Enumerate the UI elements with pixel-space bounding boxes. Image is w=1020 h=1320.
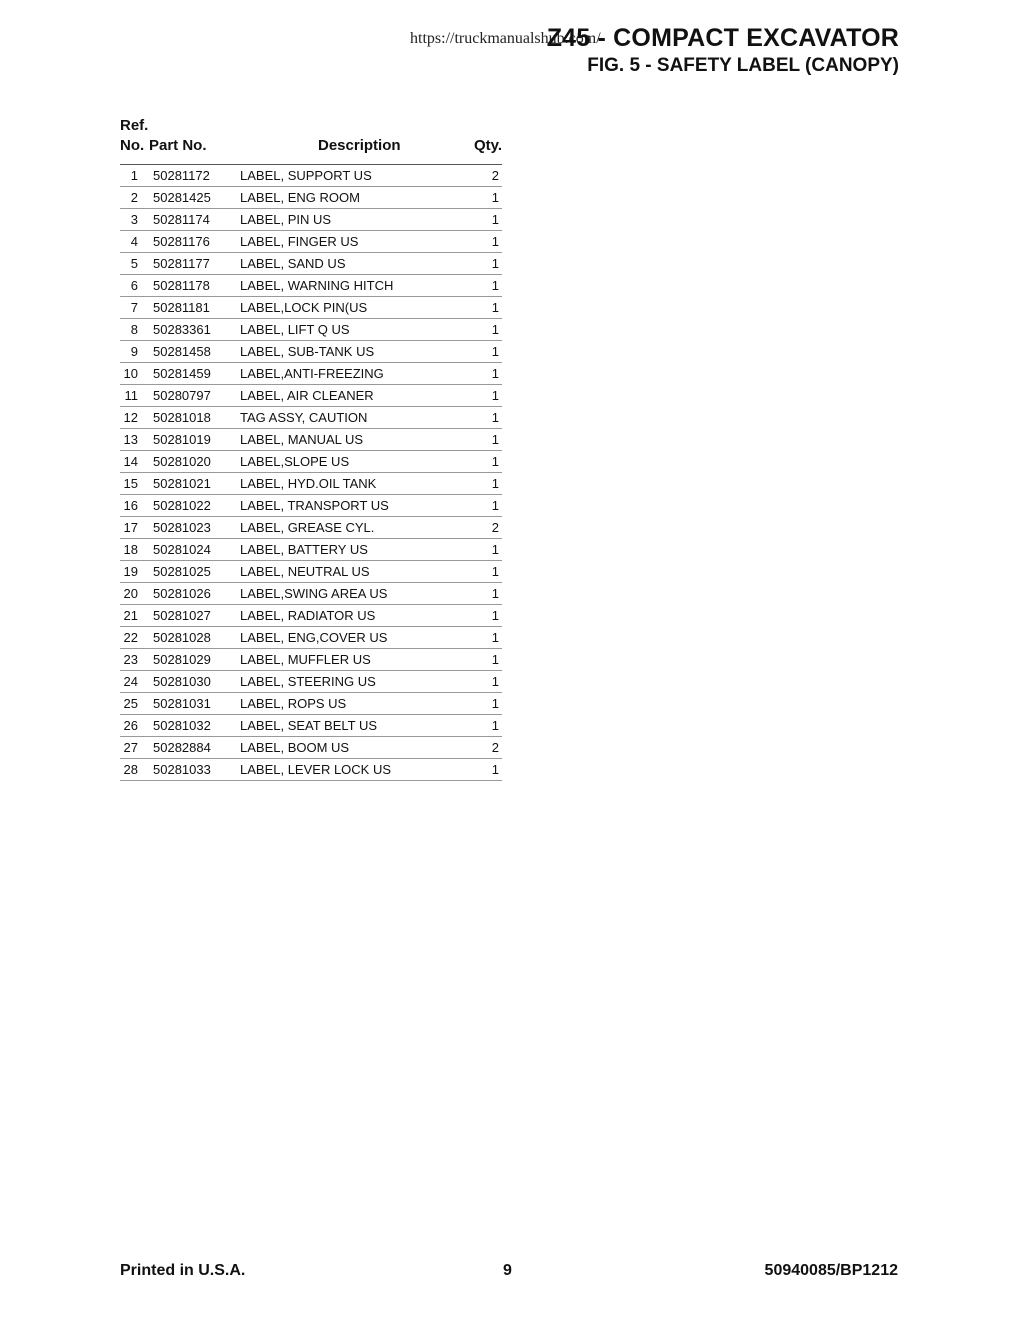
table-row — [120, 605, 502, 627]
table-row — [120, 275, 502, 297]
footer-printed: Printed in U.S.A. — [120, 1262, 246, 1279]
qty-cell: 1 — [491, 388, 499, 403]
part-number-cell: 50281174 — [153, 212, 210, 227]
qty-cell: 2 — [491, 740, 499, 755]
qty-cell: 1 — [491, 718, 499, 733]
description-cell: LABEL, ENG,COVER US — [240, 630, 388, 645]
header-ref-top: Ref. — [120, 117, 149, 134]
description-cell: LABEL, HYD.OIL TANK — [240, 476, 377, 491]
description-cell: LABEL, FINGER US — [240, 234, 359, 249]
part-number-cell: 50281178 — [153, 278, 210, 293]
table-row — [120, 473, 502, 495]
part-number-cell: 50281033 — [153, 762, 211, 777]
part-number-cell: 50281019 — [153, 432, 211, 447]
ref-cell: 10 — [123, 366, 138, 381]
description-cell: LABEL, RADIATOR US — [240, 608, 376, 623]
ref-cell: 17 — [123, 520, 138, 535]
header-qty: Qty. — [473, 137, 502, 154]
description-cell: LABEL, NEUTRAL US — [240, 564, 370, 579]
part-number-cell: 50282884 — [153, 740, 211, 755]
description-cell: LABEL, SUB-TANK US — [240, 344, 375, 359]
part-number-cell: 50281023 — [153, 520, 211, 535]
qty-cell: 1 — [491, 432, 499, 447]
table-row — [120, 253, 502, 275]
ref-cell: 9 — [130, 344, 138, 359]
qty-cell: 1 — [491, 762, 499, 777]
qty-cell: 1 — [491, 410, 499, 425]
description-cell: LABEL, BATTERY US — [240, 542, 368, 557]
part-number-cell: 50281022 — [153, 498, 211, 513]
description-cell: LABEL,LOCK PIN(US — [240, 300, 368, 315]
description-cell: LABEL, MUFFLER US — [240, 652, 371, 667]
qty-cell: 1 — [491, 322, 499, 337]
ref-cell: 6 — [130, 278, 138, 293]
part-number-cell: 50281176 — [153, 234, 210, 249]
part-number-cell: 50281025 — [153, 564, 211, 579]
part-number-cell: 50283361 — [153, 322, 211, 337]
part-number-cell: 50281425 — [153, 190, 211, 205]
qty-cell: 1 — [491, 190, 499, 205]
qty-cell: 1 — [491, 344, 499, 359]
watermark-url: https://truckmanualshub.com/ — [410, 30, 601, 47]
part-number-cell: 50281031 — [153, 696, 211, 711]
qty-cell: 1 — [491, 476, 499, 491]
part-number-cell: 50281029 — [153, 652, 211, 667]
ref-cell: 5 — [130, 256, 138, 271]
table-row — [120, 583, 502, 605]
ref-cell: 24 — [123, 674, 138, 689]
description-cell: LABEL, MANUAL US — [240, 432, 364, 447]
part-number-cell: 50281459 — [153, 366, 211, 381]
ref-cell: 14 — [123, 454, 138, 469]
part-number-cell: 50280797 — [153, 388, 211, 403]
ref-cell: 26 — [123, 718, 138, 733]
part-number-cell: 50281030 — [153, 674, 211, 689]
ref-cell: 23 — [123, 652, 138, 667]
table-row — [120, 671, 502, 693]
table-row — [120, 165, 502, 187]
part-number-cell: 50281172 — [153, 168, 210, 183]
part-number-cell: 50281028 — [153, 630, 211, 645]
qty-cell: 1 — [491, 696, 499, 711]
ref-cell: 2 — [130, 190, 138, 205]
table-row — [120, 319, 502, 341]
ref-cell: 3 — [130, 212, 138, 227]
qty-cell: 1 — [491, 630, 499, 645]
table-row — [120, 649, 502, 671]
part-number-cell: 50281181 — [153, 300, 210, 315]
part-number-cell: 50281024 — [153, 542, 211, 557]
description-cell: LABEL,SWING AREA US — [240, 586, 388, 601]
qty-cell: 1 — [491, 608, 499, 623]
description-cell: LABEL, AIR CLEANER — [240, 388, 374, 403]
qty-cell: 1 — [491, 586, 499, 601]
ref-cell: 18 — [123, 542, 138, 557]
header-description: Description — [318, 137, 401, 154]
qty-cell: 1 — [491, 366, 499, 381]
table-row — [120, 539, 502, 561]
description-cell: LABEL, LIFT Q US — [240, 322, 350, 337]
page-number: 9 — [503, 1262, 512, 1279]
description-cell: LABEL, GREASE CYL. — [240, 520, 375, 535]
part-number-cell: 50281018 — [153, 410, 211, 425]
description-cell: LABEL,ANTI-FREEZING — [240, 366, 384, 381]
ref-cell: 20 — [123, 586, 138, 601]
qty-cell: 1 — [491, 674, 499, 689]
ref-cell: 27 — [123, 740, 138, 755]
table-row — [120, 187, 502, 209]
description-cell: LABEL, ENG ROOM — [240, 190, 360, 205]
qty-cell: 1 — [491, 278, 499, 293]
qty-cell: 1 — [491, 256, 499, 271]
part-number-cell: 50281177 — [153, 256, 210, 271]
qty-cell: 1 — [491, 652, 499, 667]
table-row — [120, 297, 502, 319]
ref-cell: 22 — [123, 630, 138, 645]
table-row — [120, 407, 502, 429]
ref-cell: 7 — [130, 300, 138, 315]
part-number-cell: 50281027 — [153, 608, 211, 623]
qty-cell: 2 — [491, 168, 499, 183]
table-row — [120, 363, 502, 385]
table-row — [120, 451, 502, 473]
part-number-cell: 50281020 — [153, 454, 211, 469]
part-number-cell: 50281026 — [153, 586, 211, 601]
table-body — [120, 165, 502, 781]
description-cell: LABEL, LEVER LOCK US — [240, 762, 392, 777]
ref-cell: 16 — [123, 498, 138, 513]
figure-caption: FIG. 5 - SAFETY LABEL (CANOPY) — [587, 55, 899, 76]
ref-cell: 4 — [130, 234, 138, 249]
parts-table — [120, 116, 502, 781]
table-row — [120, 495, 502, 517]
table-row — [120, 561, 502, 583]
ref-cell: 1 — [130, 168, 138, 183]
description-cell: LABEL, PIN US — [240, 212, 332, 227]
description-cell: LABEL, SEAT BELT US — [240, 718, 378, 733]
table-row — [120, 231, 502, 253]
description-cell: LABEL, WARNING HITCH — [240, 278, 394, 293]
part-number-cell: 50281458 — [153, 344, 211, 359]
description-cell: LABEL, SUPPORT US — [240, 168, 372, 183]
ref-cell: 19 — [123, 564, 138, 579]
part-number-cell: 50281032 — [153, 718, 211, 733]
qty-cell: 1 — [491, 454, 499, 469]
ref-cell: 21 — [123, 608, 138, 623]
table-row — [120, 627, 502, 649]
qty-cell: 1 — [491, 234, 499, 249]
document-number: 50940085/BP1212 — [764, 1262, 898, 1279]
table-row — [120, 429, 502, 451]
table-header — [120, 116, 502, 165]
description-cell: LABEL,SLOPE US — [240, 454, 350, 469]
ref-cell: 25 — [123, 696, 138, 711]
part-number-cell: 50281021 — [153, 476, 211, 491]
table-row — [120, 693, 502, 715]
ref-cell: 12 — [123, 410, 138, 425]
page-title: Z45 - COMPACT EXCAVATOR — [546, 24, 899, 52]
ref-cell: 8 — [130, 322, 138, 337]
table-row — [120, 759, 502, 781]
table-row — [120, 715, 502, 737]
header-ref-bottom: No. — [120, 137, 145, 154]
qty-cell: 2 — [491, 520, 499, 535]
qty-cell: 1 — [491, 300, 499, 315]
ref-cell: 15 — [123, 476, 138, 491]
qty-cell: 1 — [491, 542, 499, 557]
description-cell: LABEL, TRANSPORT US — [240, 498, 389, 513]
description-cell: LABEL, ROPS US — [240, 696, 347, 711]
table-row — [120, 341, 502, 363]
header-part-no: Part No. — [149, 137, 207, 154]
description-cell: LABEL, SAND US — [240, 256, 346, 271]
table-row — [120, 517, 502, 539]
ref-cell: 28 — [123, 762, 138, 777]
qty-cell: 1 — [491, 564, 499, 579]
ref-cell: 11 — [124, 388, 138, 403]
description-cell: LABEL, BOOM US — [240, 740, 350, 755]
description-cell: LABEL, STEERING US — [240, 674, 376, 689]
description-cell: TAG ASSY, CAUTION — [240, 410, 368, 425]
qty-cell: 1 — [491, 498, 499, 513]
table-row — [120, 385, 502, 407]
table-row — [120, 737, 502, 759]
table-row — [120, 209, 502, 231]
ref-cell: 13 — [123, 432, 138, 447]
qty-cell: 1 — [491, 212, 499, 227]
